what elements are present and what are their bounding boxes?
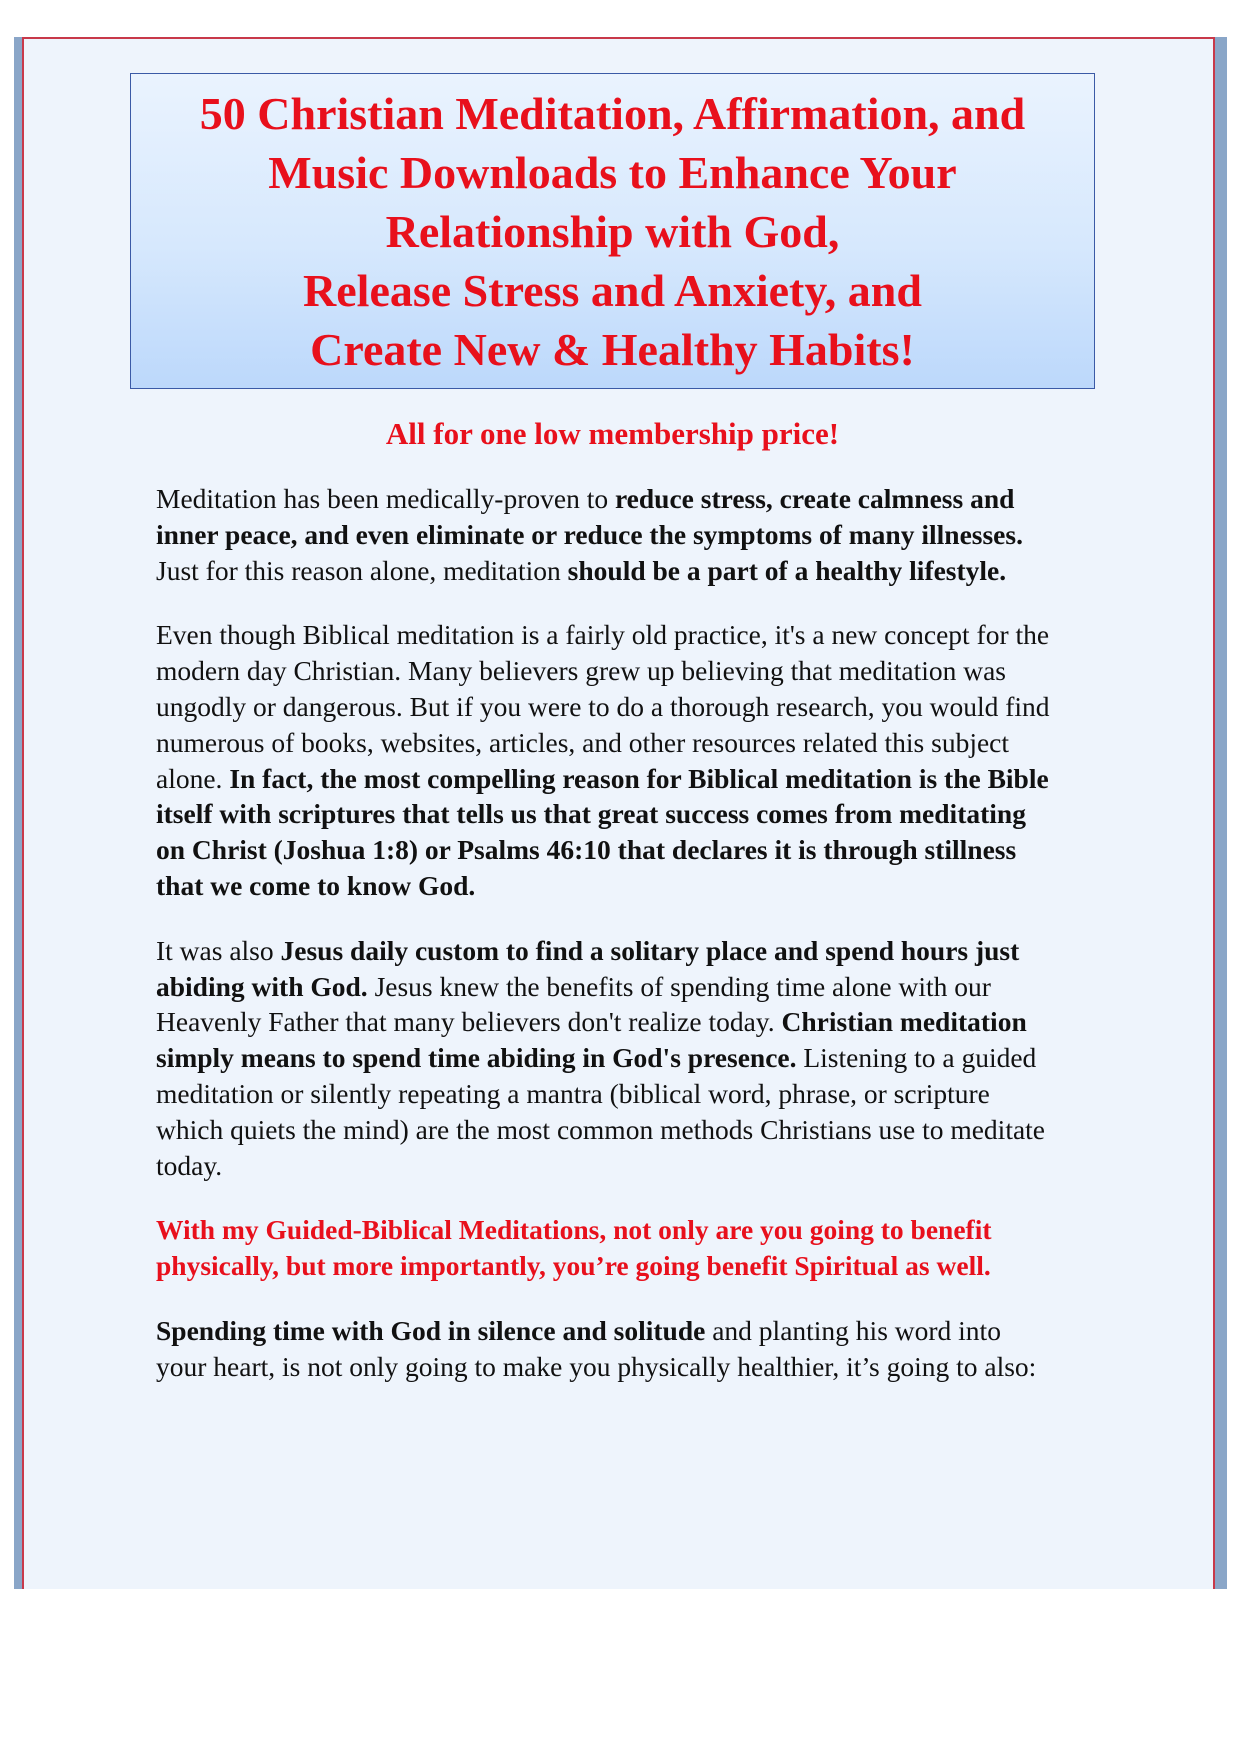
text-run-bold: Spending time with God in silence and solitude [156,1314,706,1346]
text-run-bold: Christian meditation simply means to spend time abiding in God's presence. [156,1006,1027,1074]
paragraph-meditation-benefits [156,481,1056,588]
title-line: Relationship with God, [385,205,840,257]
body-text [156,481,1056,1414]
text-run-bold: reduce stress, create calmness and inner peace, and even eliminate or reduce the symptoms of many illnesses. [156,483,1023,550]
text-run: It was also [156,934,281,966]
header-banner [130,73,1095,389]
text-run: Meditation has been medically-proven to [156,483,615,514]
paragraph-silence-solitude [156,1313,1056,1385]
title-line: Create New & Healthy Habits! [310,323,915,375]
title-line: Release Stress and Anxiety, and [303,264,922,316]
left-border [14,37,24,1589]
text-run: Jesus knew the benefits of spending time alone with our Heavenly Father that many believers don't realize today. [156,970,991,1038]
text-run: and planting his word into your heart, is not only going to make you physically healthier, it’s going to also: [156,1314,1037,1382]
text-run-bold: Jesus daily custom to find a solitary place and spend hours just abiding with God. [156,934,1020,1002]
text-run-bold: should be a part of a healthy lifestyle. [567,554,1007,586]
title-line: 50 Christian Meditation, Affirmation, and [199,87,1026,139]
paragraph-jesus-custom [156,933,1056,1184]
text-run: Just for this reason alone, meditation [156,554,568,586]
page-title [200,84,1025,379]
text-run-bold: In fact, the most compelling reason for Biblical meditation is the Bible itself with scriptures that tells us that great success comes from meditating on Christ (Joshua 1:8) or Psalms 46:10 that declares it is through stillness that we come to know God. [156,762,1049,901]
title-line: Music Downloads to Enhance Your [268,146,957,198]
text-run: Even though Biblical meditation is a fairly old practice, it's a new concept for the modern day Christian. Many believers grew up believing that meditation was ungodly or dangerous. But if you were to do a thorough research, you would find numerous of books, websites, articles, and other resources related this subject alone. [156,619,1050,794]
paragraph-guided-meditations-callout [156,1212,1056,1284]
paragraph-biblical-meditation [156,617,1056,903]
membership-price-heading: All for one low membership price! [385,416,840,451]
right-border [1213,37,1227,1589]
text-run: Listening to a guided meditation or silently repeating a mantra (biblical word, phrase, or scripture which quiets the mind) are the most common methods Christians use to meditate today. [156,1042,1046,1181]
text-run-red-bold: With my Guided-Biblical Meditations, not only are you going to benefit physically, but more importantly, you’re going benefit Spiritual as well. [156,1214,992,1282]
